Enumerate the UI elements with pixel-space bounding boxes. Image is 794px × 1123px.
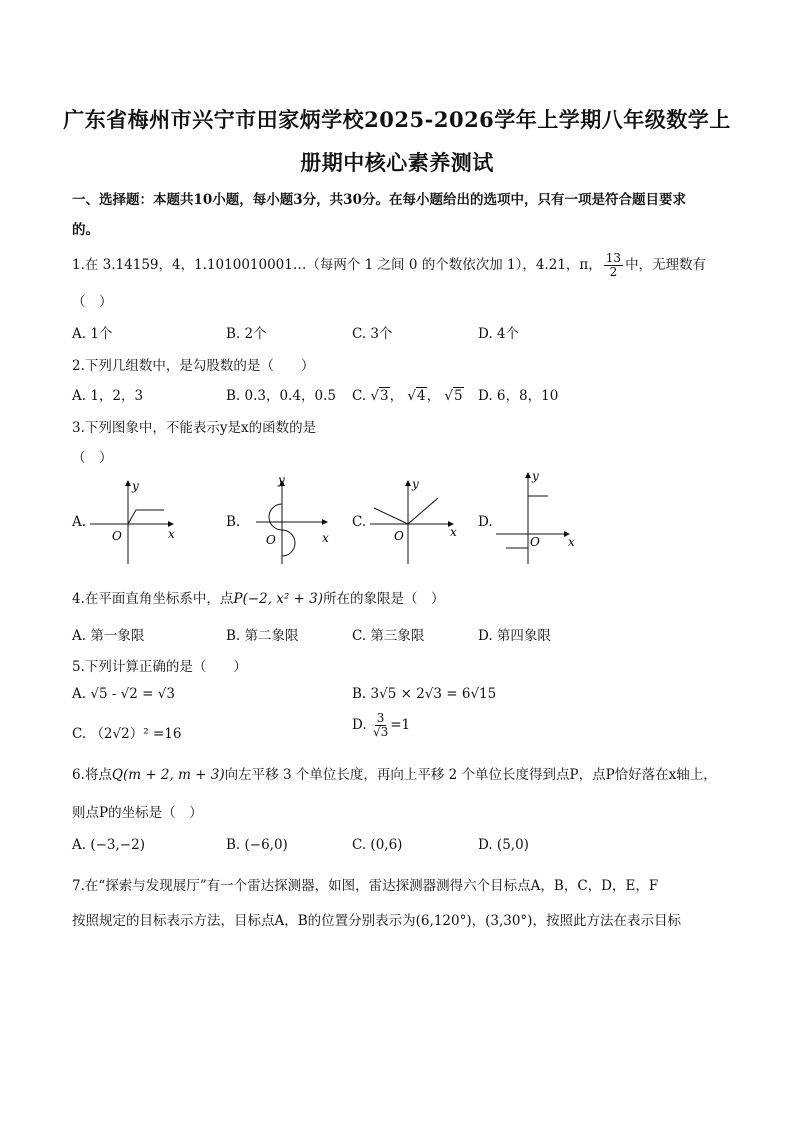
q5-d-prefix: D.: [352, 717, 367, 734]
y-label: y: [532, 469, 539, 483]
question-5-stem: 5.下列计算正确的是（ ）: [72, 659, 247, 675]
question-7-stem-cont: 按照规定的目标表示方法，目标点A，B的位置分别表示为(6,120°)，(3,30°)，按照此方法在表示目标: [72, 913, 681, 929]
q3-graph-c[interactable]: [368, 476, 478, 566]
y-label: y: [412, 477, 419, 491]
q1-option-a[interactable]: A. 1个: [72, 326, 113, 342]
q1-text-c: 中，无理数有: [625, 257, 707, 274]
q6-text-b: 向左平移 3 个单位长度，再向上平移 2 个单位长度得到点P，点P恰好落在x轴上，: [224, 767, 717, 783]
q5-option-b[interactable]: [352, 686, 496, 702]
right-ray: [408, 498, 438, 524]
q1-text-b: ，π，: [565, 257, 602, 274]
q2-option-c[interactable]: C. √3， √4， √5: [352, 388, 463, 404]
q1-frac-den: 2: [609, 265, 618, 280]
q1-text-a: 1.在 3.14159，4，1.1010010001…（每两个 1 之间 0 的个数依次加 1），4.2: [72, 257, 558, 274]
q5-d-fraction: [373, 712, 388, 739]
y-arrow: [525, 472, 531, 478]
q5-option-a[interactable]: [72, 686, 175, 702]
q4-option-c[interactable]: C. 第三象限: [352, 628, 425, 644]
x-label: x: [568, 535, 575, 549]
q5-b-prefix: B.: [352, 686, 367, 702]
section-header-cont: 的。: [72, 222, 99, 238]
q4-option-d[interactable]: D. 第四象限: [478, 628, 551, 644]
q4-text-a: 4.在平面直角坐标系中，点: [72, 591, 234, 607]
q2-option-a[interactable]: A. 1，2，3: [72, 388, 144, 404]
q5-option-d[interactable]: [352, 712, 410, 739]
q1-frac-num: 13: [605, 251, 622, 265]
q2-c-rad-3: 5: [454, 388, 463, 404]
section-header: 一、选择题：本题共10小题，每小题3分，共30分。在每小题给出的选项中，只有一项是符合题目要求: [72, 192, 686, 208]
q4-option-b[interactable]: B. 第二象限: [226, 628, 299, 644]
q3-graph-b[interactable]: [242, 476, 352, 566]
q3-paren: （ ）: [72, 450, 113, 466]
origin-label: O: [394, 529, 404, 543]
q3-graph-a-label[interactable]: A.: [72, 514, 87, 530]
q5-a-prefix: A.: [72, 686, 87, 702]
q1-option-c[interactable]: C. 3个: [352, 326, 393, 342]
x-label: x: [322, 531, 329, 545]
q5-a-expr: √5 - √2 = √3: [90, 686, 175, 702]
question-6-stem-cont: 则点P的坐标是（ ）: [72, 805, 203, 821]
paper-title-line1: 广东省梅州市兴宁市田家炳学校2025-2026学年上学期八年级数学上: [63, 107, 731, 132]
q5-d-num: 3: [376, 711, 385, 725]
x-label: x: [450, 525, 457, 539]
question-7-stem: 7.在“探索与发现展厅”有一个雷达探测器，如图，雷达探测器测得六个目标点A，B，C，D，E，F: [72, 878, 659, 894]
lower-semicircle: [282, 530, 295, 556]
q6-point: Q(m + 2, m + 3): [111, 767, 225, 783]
q2-option-b[interactable]: B. 0.3，0.4，0.5: [226, 388, 336, 404]
q3-graph-c-label[interactable]: C.: [352, 514, 367, 530]
q1-option-d[interactable]: D. 4个: [478, 326, 520, 342]
q6-option-c[interactable]: C. (0,6): [352, 837, 403, 853]
q2-c-rad-1: 3: [380, 388, 389, 404]
q1-paren: （ ）: [72, 294, 113, 310]
question-1-stem: [72, 252, 706, 279]
q5-d-tail: =1: [390, 717, 411, 734]
question-6-stem: [72, 763, 717, 783]
q4-option-a[interactable]: A. 第一象限: [72, 628, 145, 644]
q1-option-b[interactable]: B. 2个: [226, 326, 267, 342]
q3-graph-d-label[interactable]: D.: [478, 514, 493, 530]
q1-repeating-digit: 1: [557, 257, 566, 274]
q5-c-expr: （2√2）² =16: [90, 726, 182, 742]
function-curve: [128, 510, 164, 524]
origin-label: O: [266, 533, 276, 547]
question-4-stem: [72, 587, 445, 607]
q4-text-b: 所在的象限是（ ）: [323, 591, 445, 607]
paper-title-line2: 册期中核心素养测试: [300, 150, 494, 175]
y-label: y: [278, 476, 285, 487]
q2-c-rad-2: 4: [417, 388, 426, 404]
origin-label: O: [112, 529, 122, 543]
q2-c-prefix: C.: [352, 388, 367, 404]
left-ray: [374, 508, 408, 524]
y-arrow: [405, 480, 411, 486]
q6-text-a: 6.将点: [72, 767, 112, 783]
x-label: x: [168, 527, 175, 541]
q5-c-prefix: C.: [72, 726, 87, 742]
q3-graph-a[interactable]: [86, 478, 196, 568]
y-label: y: [132, 479, 139, 493]
upper-semicircle: [269, 504, 282, 530]
q5-b-expr: 3√5 × 2√3 = 6√15: [370, 686, 497, 702]
x-arrow: [322, 519, 328, 525]
q4-point: P(−2, x² + 3): [233, 591, 323, 607]
question-2-stem: 2.下列几组数中，是勾股数的是（ ）: [72, 358, 315, 374]
origin-label: O: [530, 535, 540, 549]
question-3-stem: 3.下列图象中，不能表示y是x的函数的是: [72, 420, 317, 436]
q5-option-c[interactable]: [72, 722, 181, 742]
q6-option-d[interactable]: D. (5,0): [478, 837, 529, 853]
q2-option-d[interactable]: D. 6，8，10: [478, 388, 559, 404]
q6-option-a[interactable]: A. (−3,−2): [72, 837, 145, 853]
q3-graph-b-label[interactable]: B.: [226, 514, 241, 530]
q5-d-den: √3: [372, 725, 389, 740]
q1-fraction: [604, 252, 623, 279]
q3-graph-d[interactable]: [492, 466, 602, 566]
y-arrow: [125, 480, 131, 486]
q6-option-b[interactable]: B. (−6,0): [226, 837, 288, 853]
